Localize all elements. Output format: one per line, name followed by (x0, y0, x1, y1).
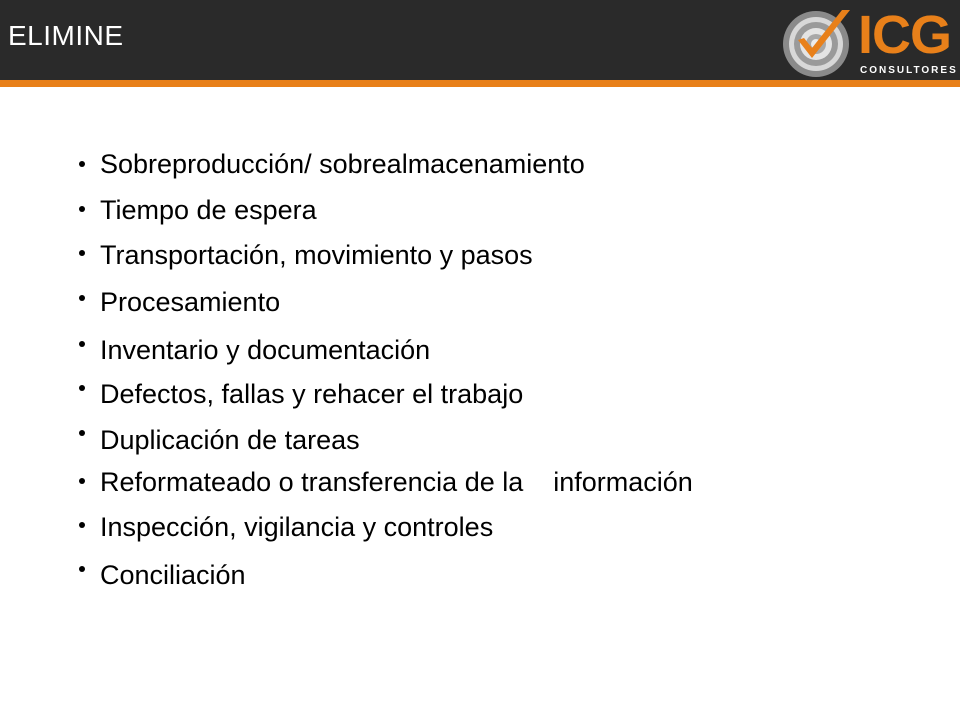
list-item-text: Inspección, vigilancia y controles (100, 512, 494, 542)
list-item-text: Transportación, movimiento y pasos (100, 240, 533, 270)
logo-wordmark: ICG (858, 5, 952, 65)
bullet-icon (79, 522, 85, 528)
bullet-icon (79, 385, 85, 391)
bullet-icon (79, 430, 85, 436)
bullet-icon (79, 478, 85, 484)
list-item-text: Sobreproducción/ sobrealmacenamiento (100, 149, 585, 179)
logo-subtitle: CONSULTORES (860, 65, 958, 76)
bullet-icon (79, 161, 85, 167)
slide-title: ELIMINE (8, 20, 124, 51)
list-item-text: Defectos, fallas y rehacer el trabajo (100, 379, 524, 409)
list-item-text: Duplicación de tareas (100, 425, 360, 455)
list-item-text: Reformateado o transferencia de la información (100, 467, 693, 497)
header-bar (0, 0, 960, 80)
list-item-text: Conciliación (100, 560, 246, 590)
target-check-icon (780, 4, 856, 80)
bullet-icon (79, 341, 85, 347)
list-item-text: Inventario y documentación (100, 335, 431, 365)
bullet-icon (79, 206, 85, 212)
bullet-icon (79, 250, 85, 256)
header-accent-stripe (0, 80, 960, 87)
bullet-icon (79, 566, 85, 572)
company-logo (780, 2, 958, 80)
bullet-icon (79, 295, 85, 301)
list-item-text: Procesamiento (100, 287, 281, 317)
list-item-text: Tiempo de espera (100, 195, 317, 225)
